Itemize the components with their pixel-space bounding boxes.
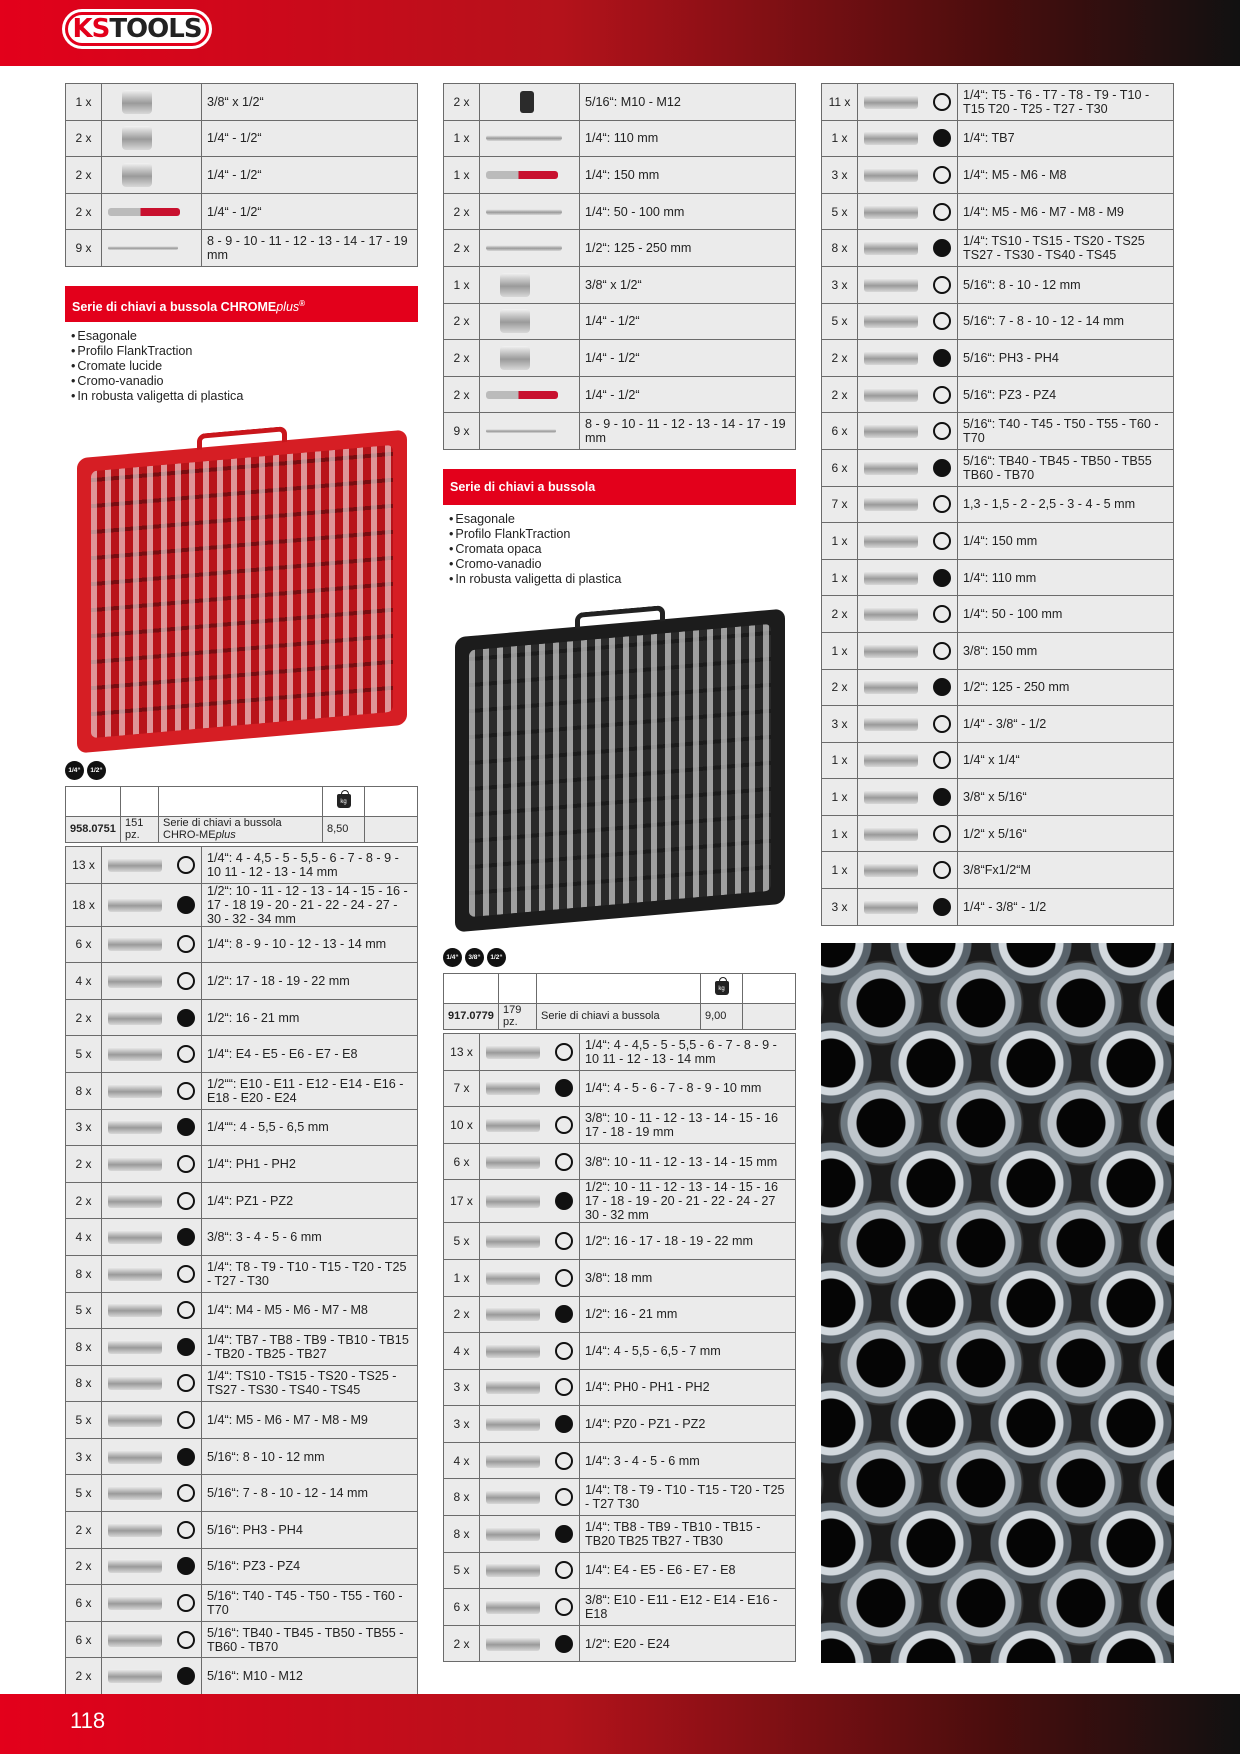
table-row: 6 x 5/16“: TB40 - TB45 - TB50 - TB55 TB60 - TB70 [822, 449, 1174, 486]
profile-symbol-icon [933, 898, 951, 916]
product-image [102, 157, 202, 194]
article-name: Serie di chiavi a bussola CHRO-MEplus [159, 816, 323, 842]
product-image [480, 1223, 580, 1260]
weight-icon: kg [337, 794, 351, 808]
column-2 [443, 83, 796, 1662]
list-item: • Cromo-vanadio [71, 374, 418, 389]
table-row: 10 x 3/8“: 10 - 11 - 12 - 13 - 14 - 15 - 16 17 - 18 - 19 mm [444, 1107, 796, 1144]
table-row: 5 x 5/16“: 7 - 8 - 10 - 12 - 14 mm [66, 1475, 418, 1512]
table-row: 4 x 1/4“: 4 - 5,5 - 6,5 - 7 mm [444, 1333, 796, 1370]
product-image [102, 1365, 202, 1402]
parts-table-col3 [821, 83, 1174, 926]
list-item: • In robusta valigetta di plastica [71, 389, 418, 404]
product-image [858, 889, 958, 926]
product-image [480, 120, 580, 157]
product-image [480, 1516, 580, 1553]
column-1 [65, 83, 418, 1695]
profile-symbol-icon [555, 1635, 573, 1653]
list-item: • Cromata opaca [449, 542, 796, 557]
product-image [102, 1658, 202, 1695]
list-item: • Esagonale [449, 512, 796, 527]
table-row: 5 x 1/4“: E4 - E5 - E6 - E7 - E8 [66, 1036, 418, 1073]
drive-badge: 3/8“ [465, 948, 484, 967]
drive-size-badges [443, 948, 796, 967]
article-number: 917.0779 [444, 1003, 499, 1029]
profile-symbol-icon [177, 856, 195, 874]
list-item: • Cromate lucide [71, 359, 418, 374]
profile-symbol-icon [933, 459, 951, 477]
product-image [480, 340, 580, 377]
table-row: 7 x 1,3 - 1,5 - 2 - 2,5 - 3 - 4 - 5 mm [822, 486, 1174, 523]
table-row: 1 x 1/4“: 150 mm [444, 157, 796, 194]
feature-list [65, 329, 418, 404]
article-pieces: 151 pz. [121, 816, 159, 842]
product-image [858, 120, 958, 157]
product-image [480, 376, 580, 413]
profile-symbol-icon [555, 1561, 573, 1579]
table-row: 1 x 3/8“: 150 mm [822, 632, 1174, 669]
table-row: 2 x 5/16“: M10 - M12 [66, 1658, 418, 1695]
weight-icon: kg [715, 981, 729, 995]
profile-symbol-icon [933, 276, 951, 294]
product-image [480, 1442, 580, 1479]
table-row: 5 x 1/2“: 16 - 17 - 18 - 19 - 22 mm [444, 1223, 796, 1260]
table-row: 17 x 1/2“: 10 - 11 - 12 - 13 - 14 - 15 - 16 17 - 18 - 19 - 20 - 21 - 22 - 24 - 27 30 - 32 mm [444, 1180, 796, 1223]
article-pieces: 179 pz. [499, 1003, 537, 1029]
profile-symbol-icon [177, 1374, 195, 1392]
table-row: 2 x 1/4“ - 1/2“ [66, 193, 418, 230]
feature-list [443, 512, 796, 587]
table-row: 3 x 1/4““: 4 - 5,5 - 6,5 mm [66, 1109, 418, 1146]
product-image [480, 266, 580, 303]
footer-bar [0, 1694, 1240, 1754]
table-row: 2 x 5/16“: PZ3 - PZ4 [66, 1548, 418, 1585]
profile-symbol-icon [177, 1192, 195, 1210]
table-row: 3 x 1/4“ - 3/8“ - 1/2 [822, 706, 1174, 743]
table-row: 1 x 3/8“Fx1/2“M [822, 852, 1174, 889]
product-image [480, 1589, 580, 1626]
drive-badge: 1/4“ [443, 948, 462, 967]
product-image [102, 1292, 202, 1329]
article-weight: 9,00 [701, 1003, 743, 1029]
list-item: • Cromo-vanadio [449, 557, 796, 572]
article-table [65, 786, 418, 843]
table-row: 6 x 3/8“: 10 - 11 - 12 - 13 - 14 - 15 mm [444, 1143, 796, 1180]
section-title: Serie di chiavi a bussola [443, 469, 796, 505]
table-row: 2 x 1/4“ - 1/2“ [444, 376, 796, 413]
table-row: 1 x 1/4“: 150 mm [822, 523, 1174, 560]
table-row: 2 x 5/16“: PZ3 - PZ4 [822, 376, 1174, 413]
product-image [858, 157, 958, 194]
product-image [102, 926, 202, 963]
table-row: 2 x 1/4“ - 1/2“ [66, 157, 418, 194]
table-row: 9 x 8 - 9 - 10 - 11 - 12 - 13 - 14 - 17 - 19 mm [444, 413, 796, 450]
table-row: 1 x 1/4“ x 1/4“ [822, 742, 1174, 779]
ks-tools-logo: KSTOOLS [62, 9, 212, 49]
profile-symbol-icon [555, 1342, 573, 1360]
product-image [102, 84, 202, 121]
product-image [102, 846, 202, 883]
product-image [858, 486, 958, 523]
product-image [480, 1296, 580, 1333]
table-row: 2 x 5/16“: PH3 - PH4 [822, 340, 1174, 377]
profile-symbol-icon [177, 1118, 195, 1136]
profile-symbol-icon [933, 495, 951, 513]
product-image [102, 963, 202, 1000]
table-row: 8 x 1/4“: T8 - T9 - T10 - T15 - T20 - T25 - T27 - T30 [66, 1255, 418, 1292]
product-image [480, 1406, 580, 1443]
table-row: 5 x 1/4“: M5 - M6 - M7 - M8 - M9 [822, 193, 1174, 230]
profile-symbol-icon [933, 349, 951, 367]
table-row: 3 x 5/16“: 8 - 10 - 12 mm [822, 266, 1174, 303]
product-image [858, 449, 958, 486]
product-image [480, 1070, 580, 1107]
product-image [102, 193, 202, 230]
profile-symbol-icon [555, 1305, 573, 1323]
drive-size-badges [65, 761, 418, 780]
profile-symbol-icon [933, 605, 951, 623]
table-row: 2 x 1/4“ - 1/2“ [444, 340, 796, 377]
product-image [858, 266, 958, 303]
table-row: 5 x 1/4“: E4 - E5 - E6 - E7 - E8 [444, 1552, 796, 1589]
product-image [858, 84, 958, 121]
table-row: 8 x 1/2““: E10 - E11 - E12 - E14 - E16 - E18 - E20 - E24 [66, 1072, 418, 1109]
product-image [102, 999, 202, 1036]
product-image [102, 883, 202, 926]
product-image [858, 523, 958, 560]
table-row: 13 x 1/4“: 4 - 4,5 - 5 - 5,5 - 6 - 7 - 8 - 9 - 10 11 - 12 - 13 - 14 mm [444, 1033, 796, 1070]
article-name: Serie di chiavi a bussola [537, 1003, 701, 1029]
profile-symbol-icon [933, 129, 951, 147]
parts-table-top-col2 [443, 83, 796, 450]
product-image [480, 413, 580, 450]
profile-symbol-icon [555, 1079, 573, 1097]
table-row: 2 x 1/2“: E20 - E24 [444, 1625, 796, 1662]
product-image [858, 340, 958, 377]
table-row: 1 x 3/8“ x 5/16“ [822, 779, 1174, 816]
table-row: 3 x 5/16“: 8 - 10 - 12 mm [66, 1438, 418, 1475]
profile-symbol-icon [177, 1301, 195, 1319]
profile-symbol-icon [555, 1043, 573, 1061]
profile-symbol-icon [177, 1265, 195, 1283]
list-item: • In robusta valigetta di plastica [449, 572, 796, 587]
profile-symbol-icon [933, 422, 951, 440]
article-table [443, 973, 796, 1030]
column-3 [821, 83, 1174, 926]
product-image [480, 84, 580, 121]
profile-symbol-icon [177, 1155, 195, 1173]
product-image [480, 1033, 580, 1070]
table-row: 1 x 3/8“: 18 mm [444, 1259, 796, 1296]
table-row: 11 x 1/4“: T5 - T6 - T7 - T8 - T9 - T10 - T15 T20 - T25 - T27 - T30 [822, 84, 1174, 121]
profile-symbol-icon [555, 1269, 573, 1287]
profile-symbol-icon [555, 1116, 573, 1134]
product-image [480, 230, 580, 267]
product-image [102, 1475, 202, 1512]
table-row: 3 x 1/4“: PH0 - PH1 - PH2 [444, 1369, 796, 1406]
profile-symbol-icon [933, 386, 951, 404]
profile-symbol-icon [933, 751, 951, 769]
table-row: 2 x 1/4“: 50 - 100 mm [444, 193, 796, 230]
product-image [102, 1402, 202, 1439]
profile-symbol-icon [177, 1557, 195, 1575]
product-image [102, 120, 202, 157]
profile-symbol-icon [933, 825, 951, 843]
profile-symbol-icon [177, 896, 195, 914]
section-title: Serie di chiavi a bussola CHROMEplus® [65, 286, 418, 322]
profile-symbol-icon [933, 312, 951, 330]
product-image [858, 596, 958, 633]
profile-symbol-icon [177, 1631, 195, 1649]
table-row: 2 x 1/4“ - 1/2“ [66, 120, 418, 157]
profile-symbol-icon [555, 1488, 573, 1506]
article-weight: 8,50 [323, 816, 365, 842]
product-image [102, 1548, 202, 1585]
table-row: 6 x 5/16“: TB40 - TB45 - TB50 - TB55 - TB60 - TB70 [66, 1621, 418, 1658]
product-image [480, 1107, 580, 1144]
profile-symbol-icon [555, 1598, 573, 1616]
table-row: 18 x 1/2“: 10 - 11 - 12 - 13 - 14 - 15 - 16 - 17 - 18 19 - 20 - 21 - 22 - 24 - 27 - 30 - 32 - 34 mm [66, 883, 418, 926]
table-row: 8 x 1/4“: TS10 - TS15 - TS20 - TS25 TS27 - TS30 - TS40 - TS45 [822, 230, 1174, 267]
product-image [480, 1180, 580, 1223]
profile-symbol-icon [177, 1228, 195, 1246]
list-item: • Profilo FlankTraction [71, 344, 418, 359]
profile-symbol-icon [177, 972, 195, 990]
profile-symbol-icon [555, 1153, 573, 1171]
parts-table-col1 [65, 846, 418, 1695]
product-image [858, 779, 958, 816]
table-row: 1 x 3/8“ x 1/2“ [66, 84, 418, 121]
product-image [480, 157, 580, 194]
table-row: 1 x 3/8“ x 1/2“ [444, 266, 796, 303]
profile-symbol-icon [177, 1082, 195, 1100]
table-row: 1 x 1/2“ x 5/16“ [822, 815, 1174, 852]
header-bar [0, 0, 1240, 66]
product-image [480, 1259, 580, 1296]
red-tool-case-image [77, 430, 407, 754]
table-row: 5 x 5/16“: 7 - 8 - 10 - 12 - 14 mm [822, 303, 1174, 340]
table-row: 2 x 1/4“: 50 - 100 mm [822, 596, 1174, 633]
table-row: 6 x 5/16“: T40 - T45 - T50 - T55 - T60 - T70 [66, 1585, 418, 1622]
table-row: 6 x 5/16“: T40 - T45 - T50 - T55 - T60 - T70 [822, 413, 1174, 450]
table-row: 4 x 1/4“: 3 - 4 - 5 - 6 mm [444, 1442, 796, 1479]
profile-symbol-icon [933, 678, 951, 696]
product-image [102, 1146, 202, 1183]
table-row: 9 x 8 - 9 - 10 - 11 - 12 - 13 - 14 - 17 - 19 mm [66, 230, 418, 267]
product-image [858, 193, 958, 230]
profile-symbol-icon [933, 532, 951, 550]
table-row: 3 x 1/4“ - 3/8“ - 1/2 [822, 889, 1174, 926]
table-row: 2 x 1/4“: PZ1 - PZ2 [66, 1182, 418, 1219]
profile-symbol-icon [555, 1452, 573, 1470]
profile-symbol-icon [555, 1415, 573, 1433]
product-image [858, 632, 958, 669]
product-image [480, 1552, 580, 1589]
table-row: 4 x 1/2“: 17 - 18 - 19 - 22 mm [66, 963, 418, 1000]
profile-symbol-icon [177, 1411, 195, 1429]
profile-symbol-icon [177, 1009, 195, 1027]
list-item: • Esagonale [71, 329, 418, 344]
table-row: 2 x 1/4“: PH1 - PH2 [66, 1146, 418, 1183]
product-image [858, 376, 958, 413]
socket-closeup-photo [821, 943, 1174, 1663]
product-image [102, 1512, 202, 1549]
table-row: 8 x 1/4“: T8 - T9 - T10 - T15 - T20 - T25 - T27 T30 [444, 1479, 796, 1516]
product-image [102, 1219, 202, 1256]
profile-symbol-icon [555, 1525, 573, 1543]
page-number: 118 [70, 1708, 106, 1733]
product-image [102, 1585, 202, 1622]
product-image [858, 852, 958, 889]
product-image [102, 1438, 202, 1475]
table-row: 2 x 5/16“: PH3 - PH4 [66, 1512, 418, 1549]
table-row: 1 x 1/4“: 110 mm [822, 559, 1174, 596]
article-number: 958.0751 [66, 816, 121, 842]
profile-symbol-icon [555, 1378, 573, 1396]
product-image [480, 303, 580, 340]
product-image [480, 1369, 580, 1406]
product-image [480, 1625, 580, 1662]
table-row: 1 x 1/4“: 110 mm [444, 120, 796, 157]
profile-symbol-icon [933, 788, 951, 806]
product-image [480, 1143, 580, 1180]
table-row: 6 x 3/8“: E10 - E11 - E12 - E14 - E16 - E18 [444, 1589, 796, 1626]
table-row: 8 x 1/4“: TS10 - TS15 - TS20 - TS25 - TS27 - TS30 - TS40 - TS45 [66, 1365, 418, 1402]
product-image [858, 706, 958, 743]
profile-symbol-icon [177, 1338, 195, 1356]
product-image [102, 1329, 202, 1366]
profile-symbol-icon [933, 203, 951, 221]
product-image [102, 1072, 202, 1109]
table-row: 2 x 1/2“: 16 - 21 mm [444, 1296, 796, 1333]
product-image [102, 1255, 202, 1292]
profile-symbol-icon [177, 1521, 195, 1539]
profile-symbol-icon [933, 642, 951, 660]
profile-symbol-icon [177, 1667, 195, 1685]
product-image [480, 193, 580, 230]
product-image [102, 1621, 202, 1658]
parts-table-top-col1 [65, 83, 418, 267]
drive-badge: 1/4“ [65, 761, 84, 780]
table-row: 2 x 1/4“ - 1/2“ [444, 303, 796, 340]
product-image [102, 1109, 202, 1146]
profile-symbol-icon [933, 861, 951, 879]
profile-symbol-icon [177, 1594, 195, 1612]
table-row: 3 x 1/4“: M5 - M6 - M8 [822, 157, 1174, 194]
table-row: 2 x 1/2“: 125 - 250 mm [444, 230, 796, 267]
product-image [858, 742, 958, 779]
table-row: 8 x 1/4“: TB8 - TB9 - TB10 - TB15 - TB20 TB25 TB27 - TB30 [444, 1516, 796, 1553]
table-row: 5 x 1/4“: M5 - M6 - M7 - M8 - M9 [66, 1402, 418, 1439]
product-image [858, 669, 958, 706]
product-image [858, 230, 958, 267]
product-image [858, 303, 958, 340]
profile-symbol-icon [555, 1192, 573, 1210]
table-row: 2 x 5/16“: M10 - M12 [444, 84, 796, 121]
profile-symbol-icon [933, 93, 951, 111]
table-row: 1 x 1/4“: TB7 [822, 120, 1174, 157]
product-image [858, 413, 958, 450]
profile-symbol-icon [555, 1232, 573, 1250]
profile-symbol-icon [933, 569, 951, 587]
drive-badge: 1/2“ [87, 761, 106, 780]
drive-badge: 1/2“ [487, 948, 506, 967]
black-tool-case-image [455, 609, 785, 933]
product-image [102, 1182, 202, 1219]
parts-table-col2 [443, 1033, 796, 1663]
profile-symbol-icon [933, 715, 951, 733]
table-row: 7 x 1/4“: 4 - 5 - 6 - 7 - 8 - 9 - 10 mm [444, 1070, 796, 1107]
profile-symbol-icon [933, 166, 951, 184]
product-image [480, 1479, 580, 1516]
product-image [858, 815, 958, 852]
table-row: 2 x 1/2“: 16 - 21 mm [66, 999, 418, 1036]
product-image [102, 230, 202, 267]
profile-symbol-icon [177, 935, 195, 953]
profile-symbol-icon [177, 1448, 195, 1466]
table-row: 4 x 3/8“: 3 - 4 - 5 - 6 mm [66, 1219, 418, 1256]
table-row: 6 x 1/4“: 8 - 9 - 10 - 12 - 13 - 14 mm [66, 926, 418, 963]
list-item: • Profilo FlankTraction [449, 527, 796, 542]
profile-symbol-icon [177, 1045, 195, 1063]
table-row: 2 x 1/2“: 125 - 250 mm [822, 669, 1174, 706]
table-row: 3 x 1/4“: PZ0 - PZ1 - PZ2 [444, 1406, 796, 1443]
product-image [858, 559, 958, 596]
profile-symbol-icon [933, 239, 951, 257]
table-row: 13 x 1/4“: 4 - 4,5 - 5 - 5,5 - 6 - 7 - 8 - 9 - 10 11 - 12 - 13 - 14 mm [66, 846, 418, 883]
profile-symbol-icon [177, 1484, 195, 1502]
table-row: 5 x 1/4“: M4 - M5 - M6 - M7 - M8 [66, 1292, 418, 1329]
product-image [102, 1036, 202, 1073]
table-row: 8 x 1/4“: TB7 - TB8 - TB9 - TB10 - TB15 - TB20 - TB25 - TB27 [66, 1329, 418, 1366]
product-image [480, 1333, 580, 1370]
